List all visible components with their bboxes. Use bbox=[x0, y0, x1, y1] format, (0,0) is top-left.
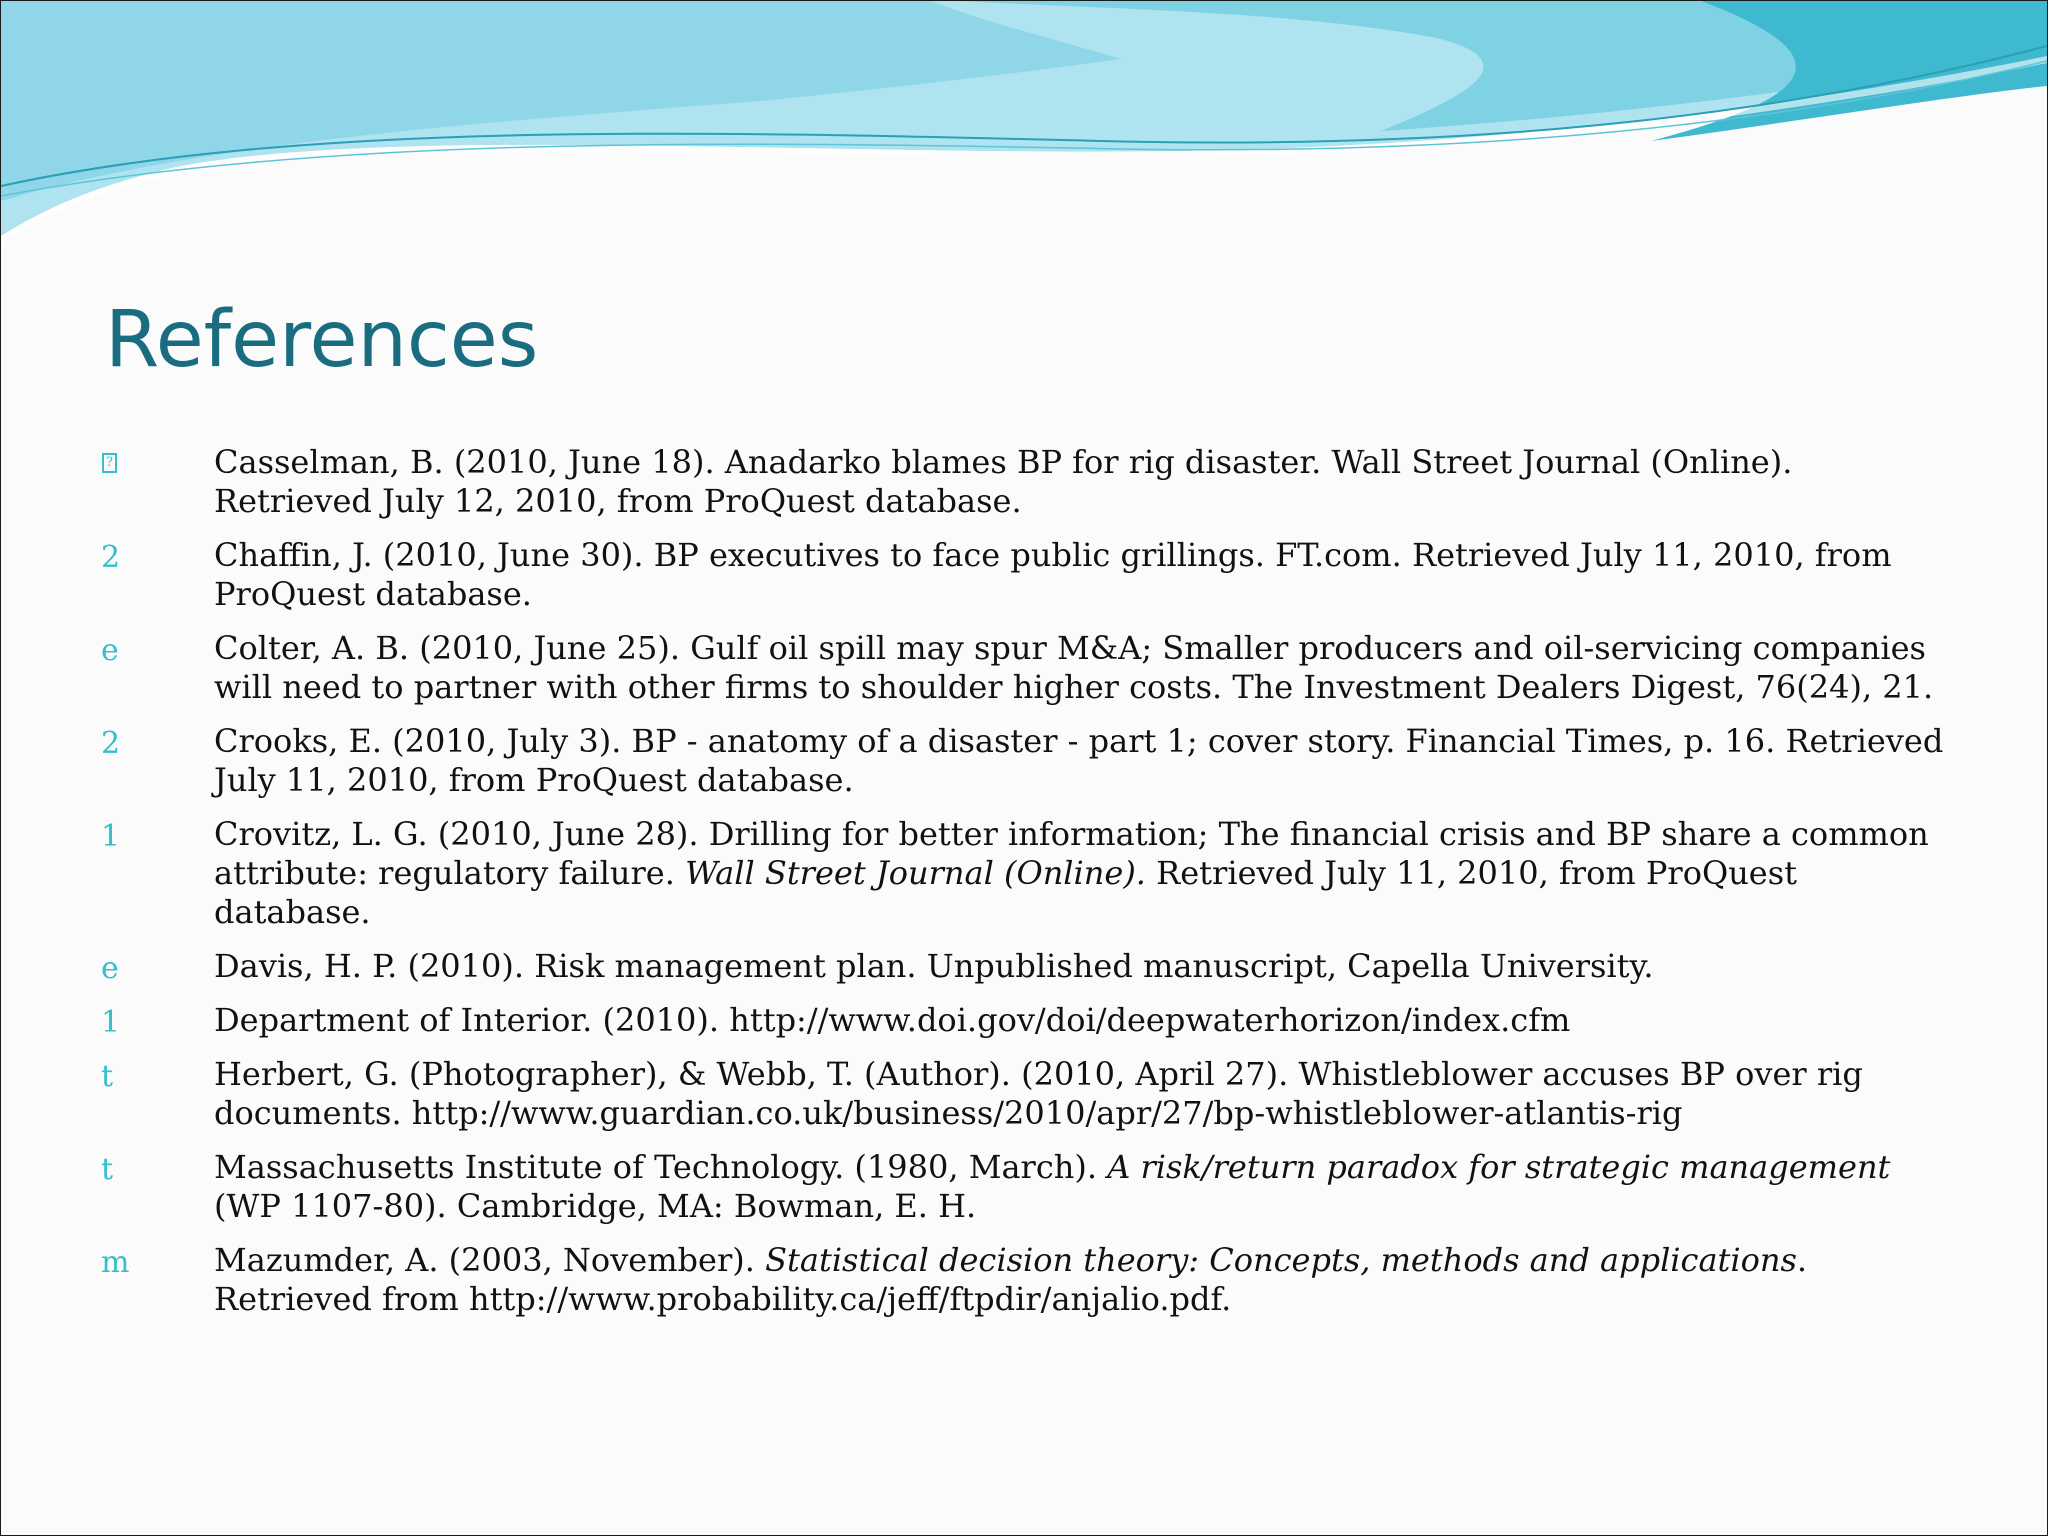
reference-italic-title: Statistical decision theory: Concepts, methods and applications bbox=[765, 1241, 1797, 1279]
reference-italic-title: Wall Street Journal (Online). bbox=[685, 854, 1146, 892]
reference-italic-title: A risk/return paradox for strategic management bbox=[1107, 1148, 1891, 1186]
reference-text-segment: Mazumder, A. (2003, November). bbox=[214, 1241, 766, 1279]
reference-bullet: e bbox=[101, 951, 119, 986]
reference-bullet: m bbox=[101, 1245, 130, 1280]
reference-text: Crooks, E. (2010, July 3). BP - anatomy of a disaster - part 1; cover story. Financial Times, p. 16. Retrieved July 11, 2010, from ProQuest database. bbox=[214, 722, 1944, 799]
reference-bullet: e bbox=[101, 633, 119, 668]
reference-item bbox=[1, 1148, 2047, 1226]
reference-text: Colter, A. B. (2010, June 25). Gulf oil spill may spur M&A; Smaller producers and oil-servicing companies will need to partner with other firms to shoulder higher costs. The Investment Dealers Digest, 76(24), 21. bbox=[214, 629, 1934, 706]
reference-item bbox=[1, 1055, 2047, 1133]
reference-text-segment: Crovitz, L. G. (2010, June 28). Drilling for better information; The financial crisis and BP share a common attribute: regulatory failure. bbox=[214, 815, 1929, 892]
slide-title: References bbox=[105, 295, 539, 385]
reference-item bbox=[1, 629, 2047, 707]
reference-bullet: ? bbox=[102, 453, 117, 473]
reference-bullet: 1 bbox=[101, 819, 121, 854]
reference-text: Chaffin, J. (2010, June 30). BP executives to face public grillings. FT.com. Retrieved July 11, 2010, from ProQuest database. bbox=[214, 536, 1892, 613]
reference-text bbox=[214, 815, 1957, 932]
reference-item bbox=[1, 947, 2047, 986]
reference-text bbox=[214, 1241, 1957, 1319]
reference-item bbox=[1, 443, 2047, 521]
reference-item bbox=[1, 1001, 2047, 1040]
header-wave-decoration bbox=[1, 1, 2047, 261]
reference-text bbox=[214, 1148, 1957, 1226]
reference-text: Casselman, B. (2010, June 18). Anadarko blames BP for rig disaster. Wall Street Journal (Online). Retrieved July 12, 2010, from ProQuest database. bbox=[214, 443, 1793, 520]
reference-text: Department of Interior. (2010). http://www.doi.gov/doi/deepwaterhorizon/index.cfm bbox=[214, 1001, 1571, 1039]
reference-text-segment: Massachusetts Institute of Technology. (1980, March). bbox=[214, 1148, 1108, 1186]
reference-text-segment: . Retrieved from http://www.probability.ca/jeff/ftpdir/anjalio.pdf. bbox=[214, 1241, 1808, 1318]
reference-bullet: 2 bbox=[101, 540, 121, 575]
reference-bullet: 2 bbox=[101, 726, 121, 761]
references-list bbox=[1, 443, 2047, 1334]
reference-item bbox=[1, 1241, 2047, 1319]
reference-text: Herbert, G. (Photographer), & Webb, T. (Author). (2010, April 27). Whistleblower accuses BP over rig documents. http://www.guardian.co.uk/business/2010/apr/27/bp-whistleblower-atlantis-rig bbox=[214, 1055, 1863, 1132]
reference-bullet: 1 bbox=[101, 1005, 121, 1040]
reference-item bbox=[1, 536, 2047, 614]
reference-text-segment: (WP 1107-80). Cambridge, MA: Bowman, E. H. bbox=[214, 1187, 977, 1225]
reference-bullet: t bbox=[101, 1152, 114, 1187]
reference-text-segment: Retrieved July 11, 2010, from ProQuest database. bbox=[214, 854, 1798, 931]
reference-bullet: t bbox=[101, 1059, 114, 1094]
reference-item bbox=[1, 815, 2047, 932]
reference-item bbox=[1, 722, 2047, 800]
reference-text: Davis, H. P. (2010). Risk management plan. Unpublished manuscript, Capella University. bbox=[214, 947, 1654, 985]
